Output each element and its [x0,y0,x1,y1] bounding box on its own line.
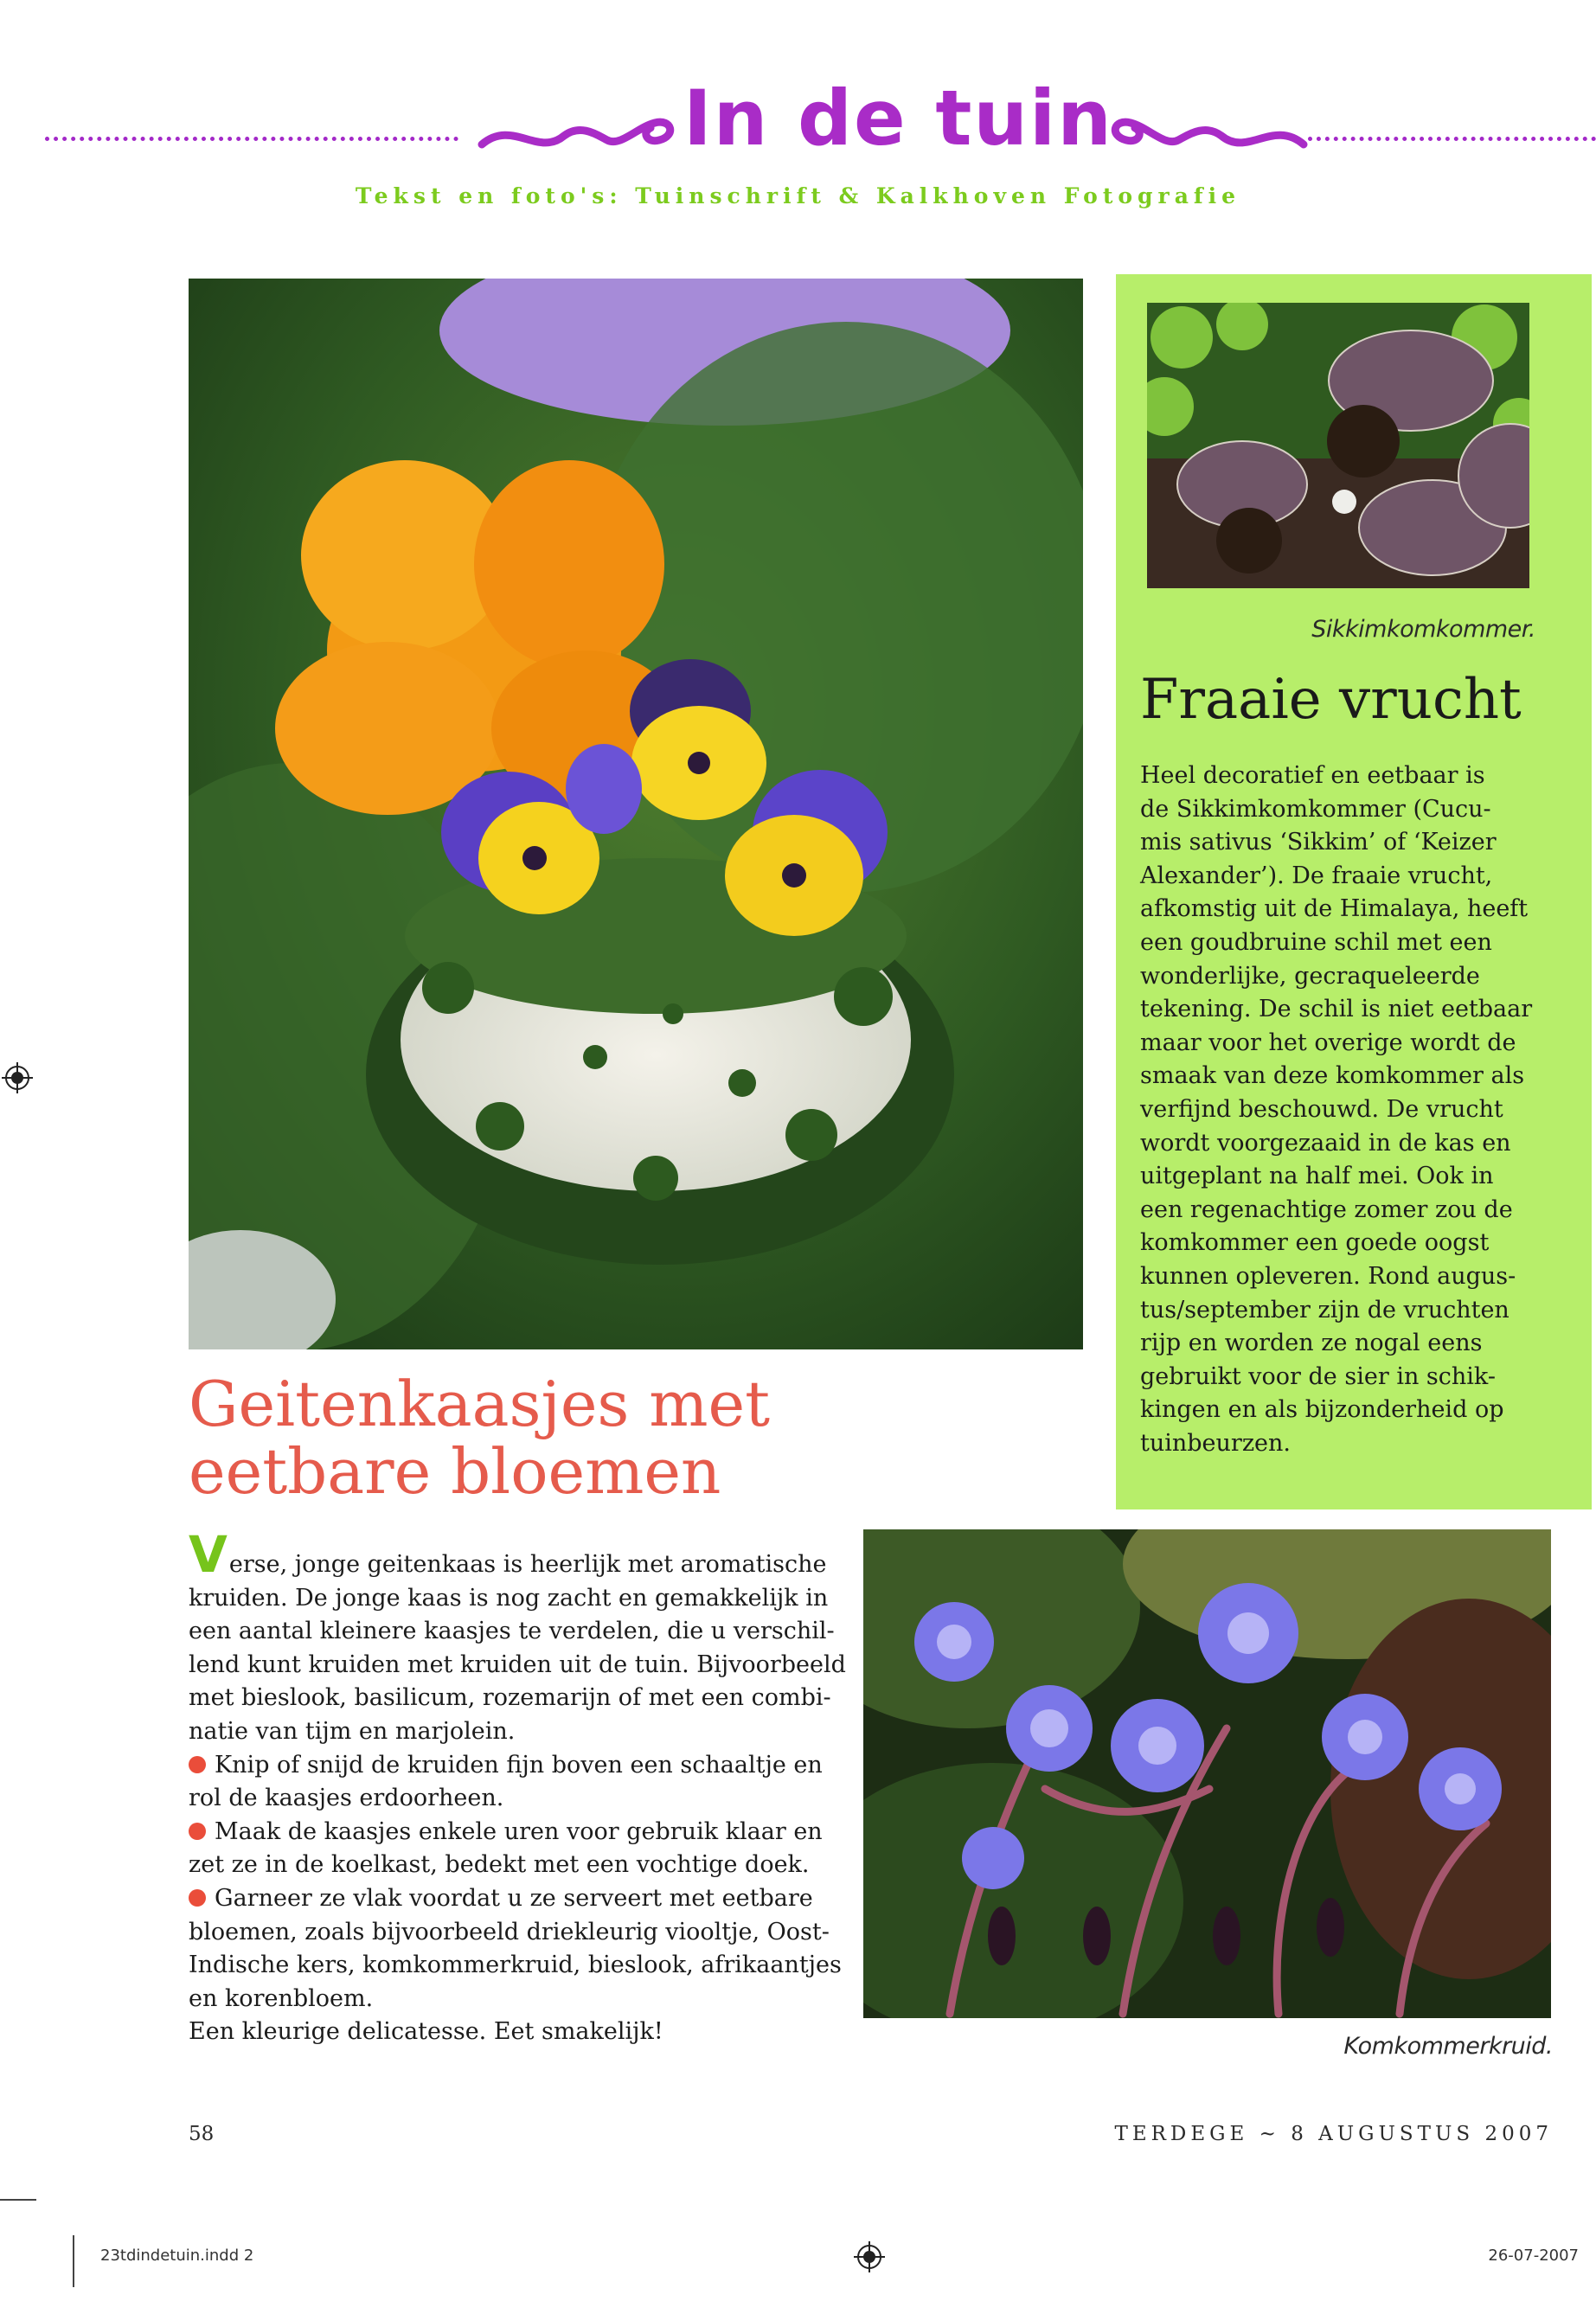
article-text-line: Indische kers, komkommerkruid, bieslook, afrikaantjes [189,1952,842,1979]
bullet-continuation: zet ze in de koelkast, bedekt met een vochtige doek. [189,1851,810,1879]
sidebar-text-line: een regenachtige zomer zou de [1140,1195,1513,1223]
article-text-line: met bieslook, basilicum, rozemarijn of met een combi- [189,1684,831,1712]
sidebar-text-line: kingen en als bijzonderheid op [1140,1396,1504,1424]
bullet-text: Maak de kaasjes enkele uren voor gebruik klaar en [215,1817,823,1845]
article-heading-line: Geitenkaasjes met [189,1368,771,1440]
print-slug-filename: 23tdindetuin.indd 2 [100,2247,254,2265]
page-number: 58 [189,2123,215,2145]
crop-mark [0,2199,36,2201]
sidebar-text-line: uitgeplant na half mei. Ook in [1140,1163,1494,1190]
swirl-ornament-left-icon [478,97,676,157]
sidebar-text-line: verfijnd beschouwd. De vrucht [1140,1095,1503,1123]
article-text-line: lend kunt kruiden met kruiden uit de tuin. Bijvoorbeeld [189,1650,846,1678]
sidebar-text-line: tus/september zijn de vruchten [1140,1296,1509,1324]
sidebar-text-line: Alexander’). De fraaie vrucht, [1140,862,1493,889]
sidebar-text-line: de Sikkimkomkommer (Cucu- [1140,795,1491,823]
header-dotted-rule-right [1308,137,1596,142]
sidebar-text-line: mis sativus ‘Sikkim’ of ‘Keizer [1140,829,1497,856]
article-heading-line: eetbare bloemen [189,1435,721,1508]
bullet-text: Garneer ze vlak voordat u ze serveert met eetbare [215,1884,813,1912]
bullet-dot-icon [189,1889,206,1907]
article-body-text [189,1525,846,2049]
article-text-line: kruiden. De jonge kaas is nog zacht en gemakkelijk in [189,1584,829,1612]
bullet-continuation: rol de kaasjes erdoorheen. [189,1785,504,1812]
sidebar-text-line: maar voor het overige wordt de [1140,1029,1516,1056]
sidebar-text-line: rijp en worden ze nogal eens [1140,1330,1483,1357]
sidebar-text-line: tekening. De schil is niet eetbaar [1140,996,1533,1023]
sidebar-text-line: wonderlijke, gecraqueleerde [1140,962,1480,990]
article-heading [189,1368,771,1508]
sidebar-body-text [1140,760,1581,1460]
sidebar-text-line: tuinbeurzen. [1140,1429,1291,1457]
header-dotted-rule-left [45,137,458,142]
article-closing-line: Een kleurige delicatesse. Eet smakelijk! [189,2018,663,2046]
sidebar-text-line: komkommer een goede oogst [1140,1229,1490,1257]
registration-mark-icon [2,1062,33,1093]
bullet-dot-icon [189,1823,206,1840]
bullet-item [189,1749,846,1783]
sidebar-heading: Fraaie vrucht [1140,668,1522,732]
bullet-text: Knip of snijd de kruiden fijn boven een schaaltje en [215,1751,823,1779]
swirl-ornament-right-icon [1109,97,1308,157]
section-title: In de tuin [683,74,1113,163]
print-slug-date: 26-07-2007 [1488,2247,1579,2265]
magazine-issue: TERDEGE ~ 8 AUGUSTUS 2007 [1114,2123,1553,2145]
article-first-line [189,1525,846,1584]
cucumber-photo-caption: Sikkimkomkommer. [1311,616,1535,643]
bullet-dot-icon [189,1756,206,1773]
crop-mark [73,2235,74,2287]
article-first-line-text: erse, jonge geitenkaas is heerlijk met aromatische [228,1551,827,1578]
drop-cap: V [189,1525,228,1584]
article-text-line: en korenbloem. [189,1984,374,2012]
photo-credit: Tekst en foto's: Tuinschrift & Kalkhoven Fotografie [355,183,1241,208]
sidebar-text-line: kunnen opleveren. Rond augus- [1140,1262,1516,1290]
article-text-line: natie van tijm en marjolein. [189,1717,516,1745]
sidebar-text-line: een goudbruine schil met een [1140,928,1492,956]
borage-photo-caption: Komkommerkruid. [1343,2033,1553,2060]
sidebar-text-line: smaak van deze komkommer als [1140,1062,1525,1090]
borage-photo [863,1529,1551,2018]
sidebar-text-line: wordt voorgezaaid in de kas en [1140,1129,1511,1157]
bullet-item [189,1882,846,1916]
sidebar-text-line: afkomstig uit de Himalaya, heeft [1140,895,1529,923]
sidebar-text-line: gebruikt voor de sier in schik- [1140,1362,1496,1390]
registration-mark-icon [854,2241,885,2272]
bullet-item [189,1816,846,1849]
goat-cheese-photo [189,279,1083,1349]
sidebar-text-line: Heel decoratief en eetbaar is [1140,762,1485,789]
article-text-line: een aantal kleinere kaasjes te verdelen, die u verschil- [189,1618,835,1645]
sikkim-cucumber-photo [1147,303,1529,588]
bullet-continuation: bloemen, zoals bijvoorbeeld driekleurig viooltje, Oost- [189,1918,830,1945]
